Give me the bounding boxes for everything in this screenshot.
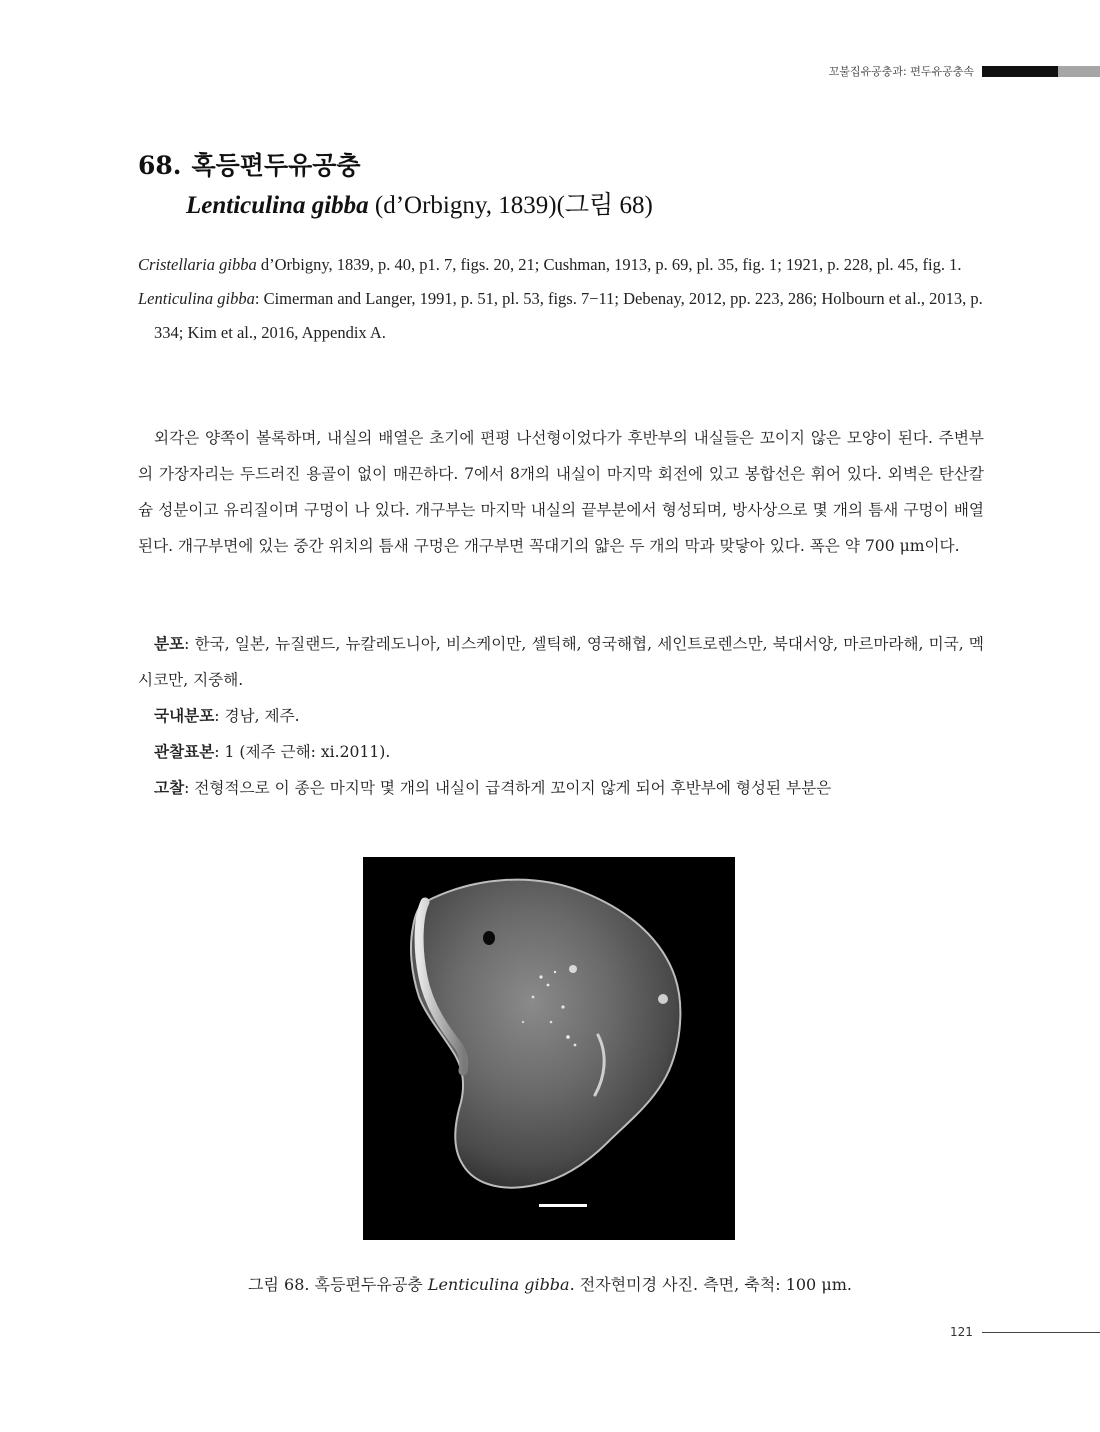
remarks-label: 고찰 <box>154 778 185 797</box>
sem-micrograph <box>363 857 735 1240</box>
caption-prefix: 그림 68. 혹등편두유공충 <box>248 1275 428 1294</box>
species-title-scientific <box>186 186 998 226</box>
specimens-text: : 1 (제주 근해: xi.2011). <box>214 743 391 761</box>
synonymy-entry <box>138 282 984 350</box>
page-footer <box>0 1322 1100 1342</box>
species-title <box>138 146 998 226</box>
caption-species: Lenticulina gibba <box>427 1275 570 1294</box>
domestic-distribution-text: : 경남, 제주. <box>214 707 300 725</box>
korean-name: 혹등편두유공충 <box>191 151 361 180</box>
remarks-paragraph <box>138 770 984 806</box>
species-authority: (d’Orbigny, 1839) <box>374 192 557 219</box>
header-bar-gray <box>1058 66 1100 77</box>
running-header-title: 꼬불집유공충과: 편두유공충속 <box>828 65 974 78</box>
domestic-distribution-label: 국내분포 <box>154 706 215 725</box>
figure-reference: (그림 68) <box>556 192 653 219</box>
scale-bar <box>539 1204 587 1207</box>
running-header <box>0 64 1100 80</box>
figure-caption <box>0 1270 1100 1300</box>
synonym-name: Lenticulina gibba <box>138 289 255 308</box>
aperture-hole <box>483 931 495 945</box>
description-section <box>138 420 984 564</box>
distribution-section <box>138 626 984 806</box>
domestic-distribution-paragraph <box>138 698 984 734</box>
scientific-name: Lenticulina gibba <box>186 192 369 219</box>
distribution-label: 분포 <box>154 634 185 653</box>
distribution-text: : 한국, 일본, 뉴질랜드, 뉴칼레도니아, 비스케이만, 셀틱해, 영국해협, 세인트로렌스만, 북대서양, 마르마라해, 미국, 멕시코만, 지중해. <box>138 635 984 689</box>
specimens-paragraph <box>138 734 984 770</box>
synonym-citation: d’Orbigny, 1839, p. 40, p1. 7, figs. 20, 21; Cushman, 1913, p. 69, pl. 35, fig. 1; 1921, p. 228, pl. 45, fig. 1. <box>256 255 962 274</box>
species-number: 68. <box>138 151 182 180</box>
remarks-text: : 전형적으로 이 종은 마지막 몇 개의 내실이 급격하게 꼬이지 않게 되어 후반부에 형성된 부분은 <box>184 779 832 797</box>
description-paragraph: 외각은 양쪽이 볼록하며, 내실의 배열은 초기에 편평 나선형이었다가 후반부의 내실들은 꼬이지 않은 모양이 된다. 주변부의 가장자리는 두드러진 용골이 없이 매끈하다. 7에서 8개의 내실이 마지막 회전에 있고 봉합선은 휘어 있다. 외벽은 탄산칼슘 성분이고 유리질이며 구멍이 나 있다. 개구부는 마지막 내실의 끝부분에서 형성되며, 방사상으로 몇 개의 틈새 구멍이 배열된다. 개구부면에 있는 중간 위치의 틈새 구멍은 개구부면 꼭대기의 얇은 두 개의 막과 맞닿아 있다. 폭은 약 700 μm이다. <box>138 429 984 555</box>
header-bar-black <box>982 66 1058 77</box>
footer-rule <box>982 1332 1100 1333</box>
distribution-paragraph <box>138 626 984 698</box>
caption-suffix: . 전자현미경 사진. 측면, 축척: 100 μm. <box>569 1275 852 1294</box>
specimens-label: 관찰표본 <box>154 742 215 761</box>
foraminifera-specimen-image <box>363 857 735 1240</box>
synonym-name: Cristellaria gibba <box>138 255 257 274</box>
species-title-korean <box>138 146 998 186</box>
synonym-citation: : Cimerman and Langer, 1991, p. 51, pl. 53, figs. 7−11; Debenay, 2012, pp. 223, 286; Holbourn et al., 2013, p. 334; Kim et al., 2016, Appendix A. <box>154 289 983 342</box>
page-number: 121 <box>950 1325 973 1339</box>
synonymy-list <box>138 248 984 350</box>
synonymy-entry <box>138 248 984 282</box>
